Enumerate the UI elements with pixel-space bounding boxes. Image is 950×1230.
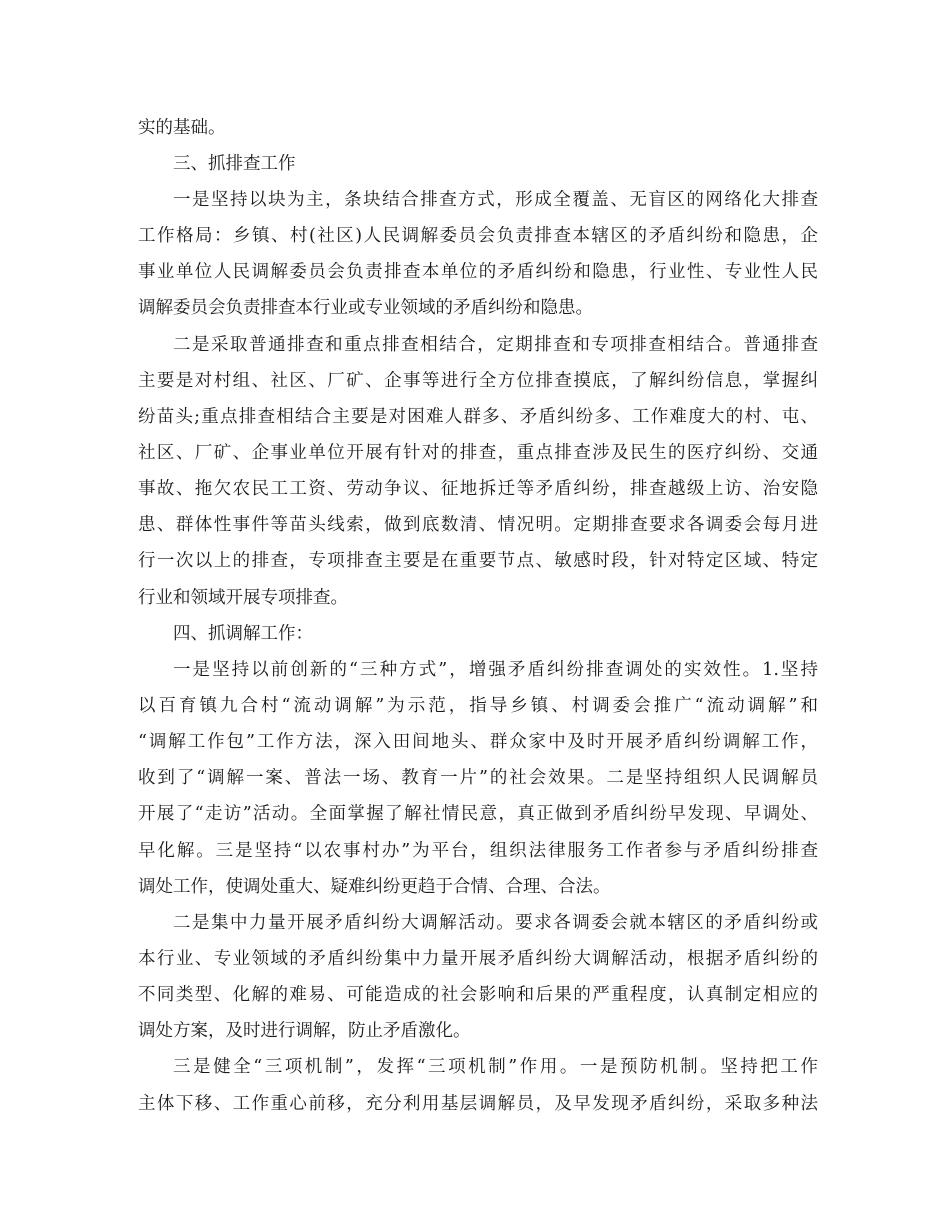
text-line: 不同类型、化解的难易、可能造成的社会影响和后果的严重程度，认真制定相应的 [138, 985, 818, 1005]
text-line: 开展了“走访”活动。全面掌握了解社情民意，真正做到矛盾纠纷早发现、早调处、 [138, 804, 818, 824]
text-line: 工作格局：乡镇、村(社区)人民调解委员会负责排查本辖区的矛盾纠纷和隐患，企 [138, 226, 818, 246]
text-line: 事业单位人民调解委员会负责排查本单位的矛盾纠纷和隐患，行业性、专业性人民 [138, 262, 818, 282]
section-heading: 三、抓排查工作 [173, 154, 296, 174]
text-line: 主体下移、工作重心前移，充分利用基层调解员，及早发现矛盾纠纷，采取多种法 [138, 1094, 818, 1114]
text-line: 患、群体性事件等苗头线索，做到底数清、情况明。定期排查要求各调委会每月进 [138, 515, 818, 535]
text-line: 行业和领域开展专项排查。 [138, 588, 348, 608]
text-line: 社区、厂矿、企事业单位开展有针对的排查，重点排查涉及民生的医疗纠纷、交通 [138, 443, 818, 463]
text-line: 三是健全“三项机制”，发挥“三项机制”作用。一是预防机制。坚持把工作 [173, 1057, 818, 1077]
section-heading: 四、抓调解工作： [173, 624, 313, 644]
text-line: 一是坚持以块为主，条块结合排查方式，形成全覆盖、无盲区的网络化大排查 [173, 190, 818, 210]
text-line: 实的基础。 [138, 118, 226, 138]
text-line: 事故、拖欠农民工工资、劳动争议、征地拆迁等矛盾纠纷，排查越级上访、治安隐 [138, 479, 818, 499]
text-line: 以百育镇九合村“流动调解”为示范，指导乡镇、村调委会推广“流动调解”和 [138, 696, 818, 716]
text-line: “调解工作包”工作方法，深入田间地头、群众家中及时开展矛盾纠纷调解工作， [138, 732, 818, 752]
text-line: 行一次以上的排查，专项排查主要是在重要节点、敏感时段，针对特定区域、特定 [138, 551, 818, 571]
text-line: 二是采取普通排查和重点排查相结合，定期排查和专项排查相结合。普通排查 [173, 335, 818, 355]
text-line: 收到了“调解一案、普法一场、教育一片”的社会效果。二是坚持组织人民调解员 [138, 768, 818, 788]
text-line: 本行业、专业领域的矛盾纠纷集中力量开展矛盾纠纷大调解活动，根据矛盾纠纷的 [138, 949, 818, 969]
text-line: 主要是对村组、社区、厂矿、企事等进行全方位排查摸底，了解纠纷信息，掌握纠 [138, 371, 818, 391]
text-line: 二是集中力量开展矛盾纠纷大调解活动。要求各调委会就本辖区的矛盾纠纷或 [173, 913, 818, 933]
text-line: 调解委员会负责排查本行业或专业领域的矛盾纠纷和隐患。 [138, 298, 593, 318]
text-line: 调处工作，使调处重大、疑难纠纷更趋于合情、合理、合法。 [138, 877, 611, 897]
text-line: 纷苗头;重点排查相结合主要是对困难人群多、矛盾纠纷多、工作难度大的村、屯、 [138, 407, 818, 427]
text-line: 一是坚持以前创新的“三种方式”，增强矛盾纠纷排查调处的实效性。1.坚持 [173, 660, 818, 680]
text-line: 调处方案，及时进行调解，防止矛盾激化。 [138, 1021, 471, 1041]
text-line: 早化解。三是坚持“以农事村办”为平台，组织法律服务工作者参与矛盾纠纷排查 [138, 841, 818, 861]
